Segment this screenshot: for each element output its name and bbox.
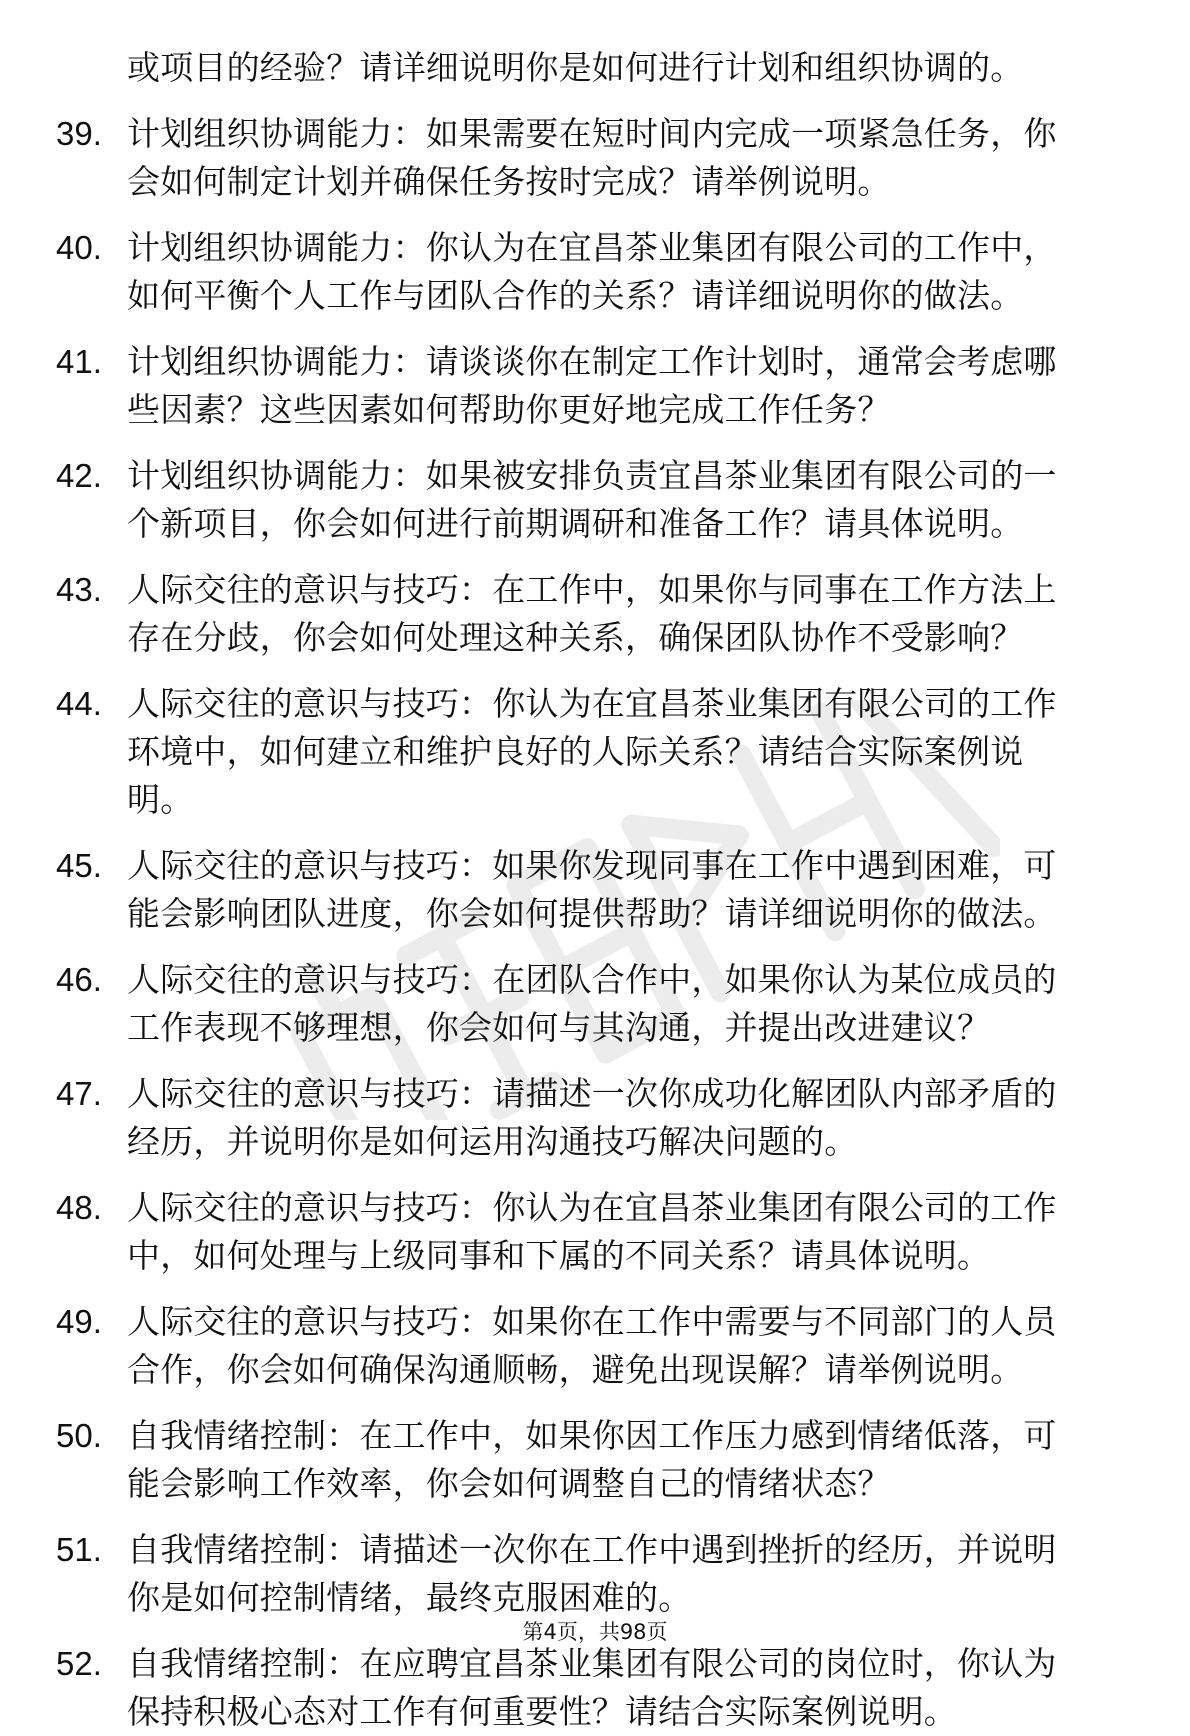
question-number: 49. [56,1303,102,1340]
question-item-45 [0,842,1190,938]
question-line: 如何平衡个人工作与团队合作的关系？请详细说明你的做法。 [127,276,1024,315]
question-number: 42. [56,457,102,494]
question-line: 存在分歧，你会如何处理这种关系，确保团队协作不受影响？ [127,618,1024,657]
continuation-line: 或项目的经验？请详细说明你是如何进行计划和组织协调的。 [127,48,1024,87]
question-line: 自我情绪控制：在工作中，如果你因工作压力感到情绪低落，可 [127,1416,1057,1455]
question-number: 40. [56,229,102,266]
question-line: 人际交往的意识与技巧：如果你在工作中需要与不同部门的人员 [127,1302,1057,1341]
question-number: 43. [56,571,102,608]
question-line: 能会影响团队进度，你会如何提供帮助？请详细说明你的做法。 [127,894,1057,933]
question-item-51 [0,1526,1190,1622]
question-line: 计划组织协调能力：如果被安排负责宜昌茶业集团有限公司的一 [127,456,1057,495]
question-line: 计划组织协调能力：你认为在宜昌茶业集团有限公司的工作中， [127,228,1057,267]
question-line: 人际交往的意识与技巧：在工作中，如果你与同事在工作方法上 [127,570,1057,609]
question-item-49 [0,1298,1190,1394]
question-line: 能会影响工作效率，你会如何调整自己的情绪状态？ [127,1464,891,1503]
question-line: 经历，并说明你是如何运用沟通技巧解决问题的。 [127,1122,858,1161]
question-line: 人际交往的意识与技巧：你认为在宜昌茶业集团有限公司的工作 [127,1188,1057,1227]
question-number: 47. [56,1075,102,1112]
question-item-42 [0,452,1190,548]
question-line: 会如何制定计划并确保任务按时完成？请举例说明。 [127,162,891,201]
question-item-39 [0,110,1190,206]
question-line: 工作表现不够理想，你会如何与其沟通，并提出改进建议？ [127,1008,991,1047]
question-line: 些因素？这些因素如何帮助你更好地完成工作任务？ [127,390,891,429]
page-number-footer: 第4页，共98页 [522,1620,668,1644]
question-number: 52. [56,1645,102,1682]
question-number: 41. [56,343,102,380]
question-line: 自我情绪控制：在应聘宜昌茶业集团有限公司的岗位时，你认为 [127,1644,1057,1683]
question-line: 合作，你会如何确保沟通顺畅，避免出现误解？请举例说明。 [127,1350,1024,1389]
question-item-43 [0,566,1190,662]
question-number: 50. [56,1417,102,1454]
question-item-41 [0,338,1190,434]
question-number: 45. [56,847,102,884]
question-item-46 [0,956,1190,1052]
question-number: 46. [56,961,102,998]
question-line: 保持积极心态对工作有何重要性？请结合实际案例说明。 [127,1692,957,1731]
continuation-text [0,44,1190,92]
question-item-47 [0,1070,1190,1166]
question-line: 人际交往的意识与技巧：你认为在宜昌茶业集团有限公司的工作 [127,684,1057,723]
question-item-52 [0,1640,1190,1736]
question-number: 39. [56,115,102,152]
question-line: 中，如何处理与上级同事和下属的不同关系？请具体说明。 [127,1236,991,1275]
question-line: 自我情绪控制：请描述一次你在工作中遇到挫折的经历，并说明 [127,1530,1057,1569]
question-line: 人际交往的意识与技巧：在团队合作中，如果你认为某位成员的 [127,960,1057,999]
question-item-44 [0,680,1190,824]
question-number: 44. [56,685,102,722]
question-line: 人际交往的意识与技巧：请描述一次你成功化解团队内部矛盾的 [127,1074,1057,1113]
question-line: 计划组织协调能力：如果需要在短时间内完成一项紧急任务，你 [127,114,1057,153]
question-line: 环境中，如何建立和维护良好的人际关系？请结合实际案例说 [127,732,1024,771]
question-line: 明。 [127,780,194,819]
question-number: 48. [56,1189,102,1226]
question-number: 51. [56,1531,102,1568]
question-line: 计划组织协调能力：请谈谈你在制定工作计划时，通常会考虑哪 [127,342,1057,381]
question-line: 你是如何控制情绪，最终克服困难的。 [127,1578,692,1617]
question-line: 个新项目，你会如何进行前期调研和准备工作？请具体说明。 [127,504,1024,543]
question-item-50 [0,1412,1190,1508]
question-line: 人际交往的意识与技巧：如果你发现同事在工作中遇到困难，可 [127,846,1057,885]
question-item-40 [0,224,1190,320]
question-item-48 [0,1184,1190,1280]
